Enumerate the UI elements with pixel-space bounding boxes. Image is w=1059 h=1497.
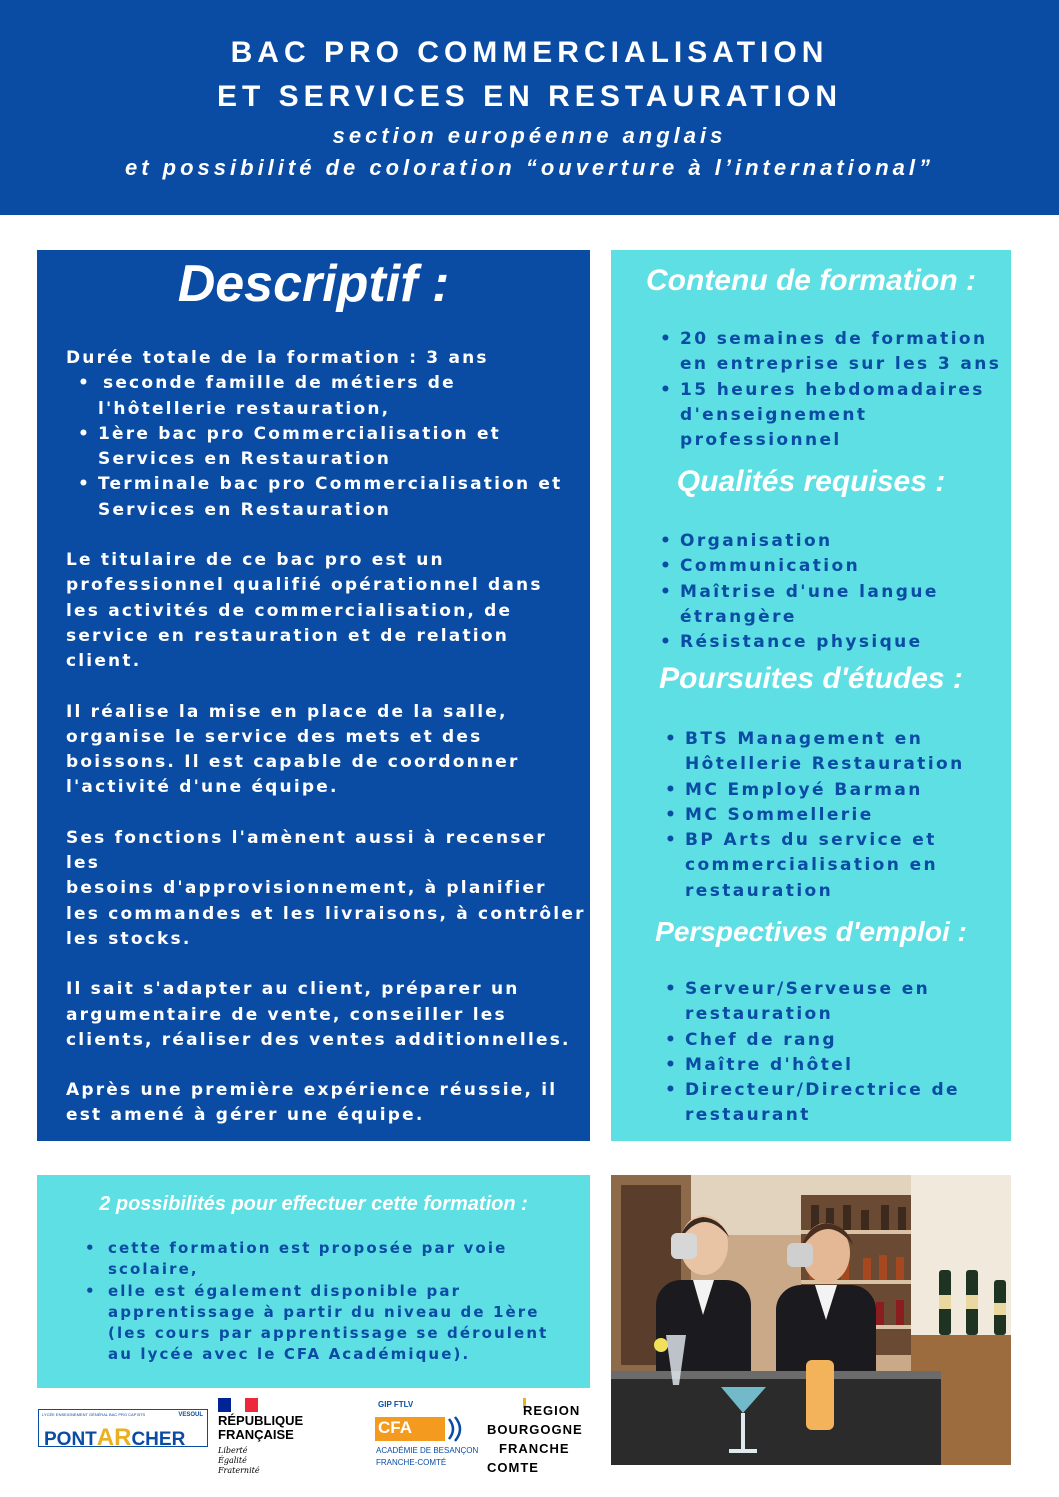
list-item-line: (les cours par apprentissage se déroulent: [108, 1324, 549, 1343]
list-item-line: restaurant: [685, 1105, 811, 1126]
region-line-3: FRANCHE: [499, 1441, 570, 1456]
paragraph-line: est amené à gérer une équipe.: [66, 1105, 425, 1126]
list-item-line: • Communication: [680, 556, 861, 577]
list-item-line: • 20 semaines de formation: [680, 329, 988, 349]
list-item-line: • Maître d'hôtel: [685, 1054, 854, 1075]
pontarcher-name-c: CHER: [131, 1429, 186, 1450]
list-item: [665, 1053, 960, 1078]
poursuites-list: [665, 727, 965, 904]
paragraph: [66, 548, 586, 674]
list-item-line: d'enseignement: [680, 404, 868, 425]
paragraph: [66, 826, 586, 952]
pontarcher-name-b: AR: [96, 1424, 132, 1451]
list-item-line: Services en Restauration: [98, 499, 392, 520]
header-banner: [0, 0, 1059, 215]
list-item: [660, 529, 939, 554]
region-line-2: BOURGOGNE: [487, 1422, 583, 1437]
paragraph-line: les commandes et les livraisons, à contrôler: [66, 903, 586, 924]
paragraph-line: l'activité d'une équipe.: [66, 777, 339, 798]
pontarcher-name: [44, 1424, 185, 1452]
paragraph: [66, 700, 586, 801]
list-item-line: • 1ère bac pro Commercialisation et: [98, 423, 502, 444]
republique-francaise-logo: [218, 1398, 328, 1480]
paragraph-line: Il réalise la mise en place de la salle,: [66, 701, 508, 722]
list-item: [660, 554, 939, 579]
title-line-1: BAC PRO COMMERCIALISATION: [230, 36, 829, 69]
possibilites-title: 2 possibilités pour effectuer cette formation :: [99, 1193, 528, 1215]
pontarcher-small-text: LYCÉE ENSEIGNEMENT GÉNÉRAL BAC PRO CAP BTS: [42, 1412, 146, 1417]
list-item-line: l'hôtellerie restauration,: [98, 398, 391, 419]
paragraph-line: boissons. Il est capable de coordonner: [66, 752, 520, 773]
list-item-line: scolaire,: [108, 1260, 199, 1279]
descriptif-body: [66, 346, 586, 1129]
list-item-line: restauration: [685, 1004, 834, 1025]
list-item-line: • Organisation: [680, 531, 833, 551]
list-item: [660, 378, 1001, 454]
list-item: [85, 1281, 555, 1366]
perspectives-title: Perspectives d'emploi :: [655, 916, 967, 947]
list-item-line: au lycée avec le CFA Académique).: [108, 1345, 471, 1364]
list-item: [665, 778, 965, 803]
list-item: [665, 803, 965, 828]
list-item-line: • Chef de rang: [685, 1029, 837, 1050]
pontarcher-vesoul: VESOUL: [178, 1412, 203, 1418]
motto-egalite: Égalité: [218, 1456, 247, 1465]
list-item-line: • Terminale bac pro Commercialisation et: [98, 474, 563, 495]
list-item: [660, 580, 939, 631]
list-item-line: • BTS Management en: [685, 729, 924, 749]
paragraph-line: besoins d'approvisionnement, à planifier: [66, 878, 547, 899]
list-item-line: apprentissage à partir du niveau de 1ère: [108, 1302, 540, 1321]
paragraph: [66, 977, 586, 1053]
pontarcher-name-a: PONT: [44, 1429, 97, 1450]
motto-fraternite: Fraternité: [218, 1466, 260, 1475]
cfa-arcs-icon: [446, 1416, 470, 1442]
list-item-line: professionnel: [680, 430, 842, 451]
paragraph-line: les activités de commercialisation, de: [66, 600, 513, 621]
republique-motto: [218, 1446, 260, 1476]
pontarcher-logo: [38, 1409, 208, 1451]
list-item: [665, 727, 965, 778]
list-item-line: • 15 heures hebdomadaires: [680, 379, 985, 400]
contenu-title: Contenu de formation :: [646, 264, 976, 297]
region-bfc-logo: [487, 1400, 597, 1480]
republique-line-2: FRANÇAISE: [218, 1427, 294, 1442]
list-item-line: étrangère: [680, 606, 797, 627]
cfa-top: GIP FTLV: [378, 1400, 414, 1409]
paragraph-line: Après une première expérience réussie, il: [66, 1080, 558, 1101]
poursuites-title: Poursuites d'études :: [659, 662, 963, 695]
paragraph-line: les stocks.: [66, 928, 192, 949]
cfa-name: CFA: [378, 1418, 412, 1437]
subtitle-line-2: et possibilité de coloration “ouverture à l’international”: [125, 155, 934, 180]
list-item: [665, 828, 965, 904]
region-line-1: REGION: [523, 1403, 581, 1418]
marianne-flag-icon: [218, 1398, 258, 1412]
republique-line-1: RÉPUBLIQUE: [218, 1413, 304, 1428]
perspectives-list: [665, 977, 960, 1129]
bar-students-photo: [611, 1175, 1011, 1465]
cfa-logo: [372, 1400, 479, 1475]
list-item: [85, 1238, 555, 1281]
list-item-line: restauration: [685, 880, 834, 901]
list-item: [665, 977, 960, 1028]
paragraph-line: argumentaire de vente, conseiller les: [66, 1004, 507, 1025]
subtitle-line-1: section européenne anglais: [332, 123, 727, 148]
descriptif-panel: [37, 250, 590, 1141]
list-item-line: • elle est également disponible par: [108, 1281, 462, 1300]
list-item-line: • seconde famille de métiers de: [103, 373, 456, 394]
list-item: [665, 1078, 960, 1129]
list-item-line: • Directeur/Directrice de: [685, 1080, 960, 1101]
paragraph-line: Ses fonctions l'amènent aussi à recenser les: [66, 827, 547, 874]
paragraph-line: clients, réaliser des ventes additionnelles.: [66, 1029, 571, 1050]
duree-text: Durée totale de la formation : 3 ans: [66, 348, 489, 368]
list-item: [76, 422, 586, 473]
paragraph-line: client.: [66, 651, 142, 672]
list-item-line: commercialisation en: [685, 855, 939, 876]
qualites-title: Qualités requises :: [676, 465, 946, 498]
paragraph-line: Le titulaire de ce bac pro est un: [66, 550, 445, 571]
list-item: [660, 327, 1001, 378]
qualites-list: [660, 529, 939, 655]
contenu-panel: [611, 250, 1011, 1141]
list-item: [76, 472, 586, 523]
list-item-line: • BP Arts du service et: [685, 830, 937, 851]
list-item-line: • Maîtrise d'une langue: [680, 581, 939, 602]
list-item-line: • Résistance physique: [680, 632, 923, 653]
contenu-list: [660, 327, 1001, 453]
possibilites-panel: [37, 1175, 590, 1388]
list-item-line: en entreprise sur les 3 ans: [680, 354, 1002, 375]
list-item-line: • MC Sommellerie: [685, 804, 874, 825]
possibilites-list: [85, 1238, 555, 1366]
cfa-line-1: ACADÉMIE DE BESANÇON: [376, 1446, 479, 1455]
list-item-line: Services en Restauration: [98, 449, 392, 470]
cfa-line-2: FRANCHE-COMTÉ: [376, 1458, 447, 1467]
motto-liberte: Liberté: [218, 1446, 248, 1455]
list-item-line: • cette formation est proposée par voie: [108, 1239, 508, 1257]
paragraph-line: professionnel qualifié opérationnel dans: [66, 575, 543, 596]
descriptif-list: [76, 371, 586, 523]
region-line-4: COMTE: [487, 1460, 539, 1475]
paragraph-line: service en restauration et de relation: [66, 625, 509, 646]
list-item: [76, 371, 586, 422]
list-item: [665, 1028, 960, 1053]
paragraph-line: Il sait s'adapter au client, préparer un: [66, 979, 520, 1000]
paragraph-line: organise le service des mets et des: [66, 726, 483, 747]
list-item-line: Hôtellerie Restauration: [685, 754, 965, 775]
list-item-line: • Serveur/Serveuse en: [685, 979, 931, 999]
list-item-line: • MC Employé Barman: [685, 779, 923, 800]
descriptif-title: Descriptif :: [177, 255, 450, 313]
paragraph: [66, 1078, 586, 1129]
title-line-2: ET SERVICES EN RESTAURATION: [216, 80, 843, 113]
photo-illustration: [611, 1175, 1011, 1465]
list-item: [660, 630, 939, 655]
